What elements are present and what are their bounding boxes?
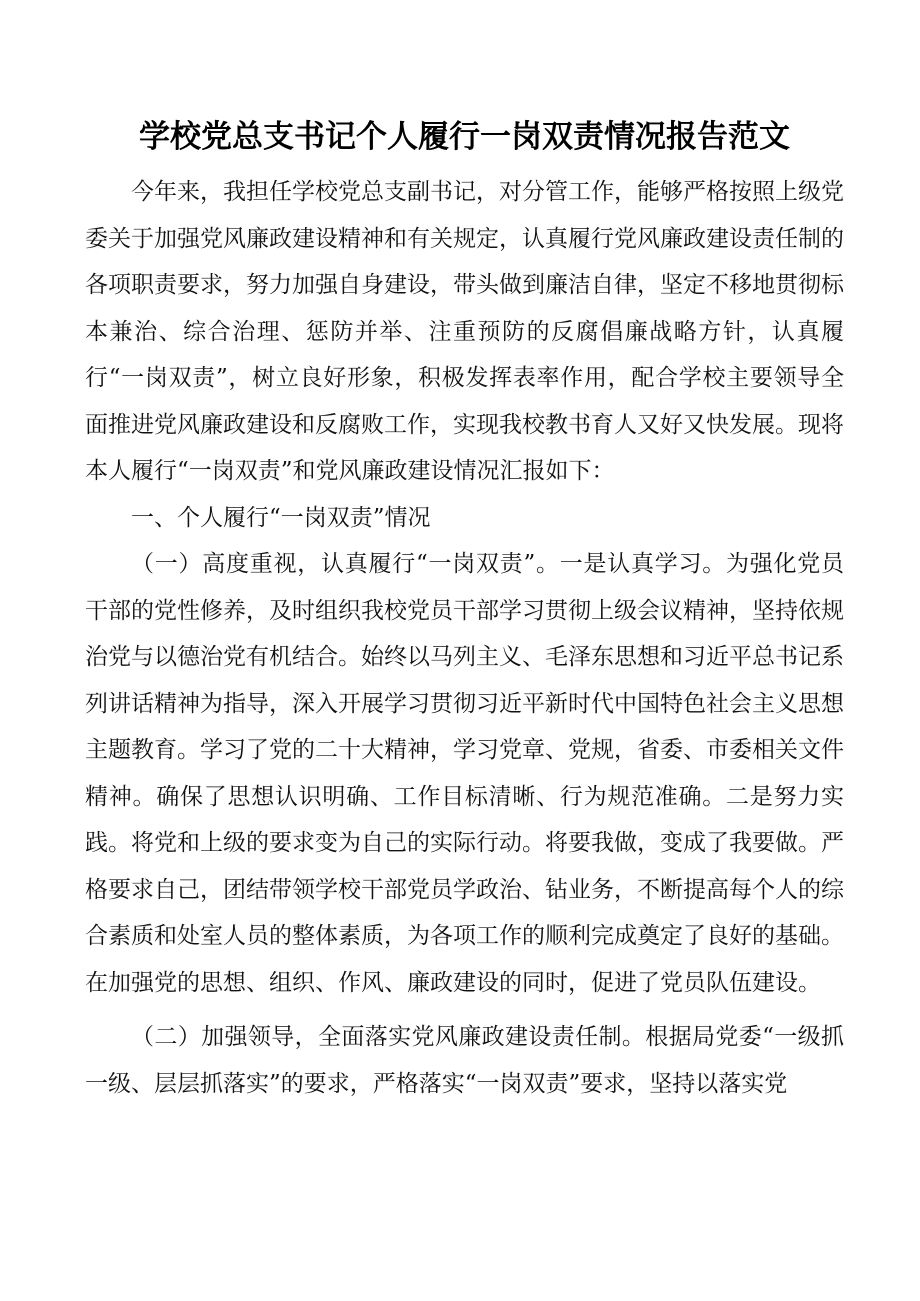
document-body [85, 169, 844, 1107]
intro-paragraph: 今年来，我担任学校党总支副书记，对分管工作，能够严格按照上级党委关于加强党风廉政建设精神和有关规定，认真履行党风廉政建设责任制的各项职责要求，努力加强自身建设，带头做到廉洁自律，坚定不移地贯彻标本兼治、综合治理、惩防并举、注重预防的反腐倡廉战略方针，认真履行“一岗双责”，树立良好形象，积极发挥表率作用，配合学校主要领导全面推进党风廉政建设和反腐败工作，实现我校教书育人又好又快发展。现将本人履行“一岗双责”和党风廉政建设情况汇报如下： [85, 179, 844, 484]
subsection-2-paragraph: （二）加强领导，全面落实党风廉政建设责任制。根据局党委“一级抓一级、层层抓落实”的要求，严格落实“一岗双责”要求，坚持以落实党 [85, 1024, 844, 1097]
section-heading: 一、个人履行“一岗双责”情况 [131, 504, 431, 531]
document-title: 学校党总支书记个人履行一岗双责情况报告范文 [139, 119, 790, 155]
subsection-1-paragraph: （一）高度重视，认真履行“一岗双责”。一是认真学习。为强化党员干部的党性修养，及时组织我校党员干部学习贯彻上级会议精神，坚持依规治党与以德治党有机结合。始终以马列主义、毛泽东思想和习近平总书记系列讲话精神为指导，深入开展学习贯彻习近平新时代中国特色社会主义思想主题教育。学习了党的二十大精神，学习党章、党规，省委、市委相关文件精神。确保了思想认识明确、工作目标清晰、行为规范准确。二是努力实践。将党和上级的要求变为自己的实际行动。将要我做，变成了我要做。严格要求自己，团结带领学校干部党员学政治、钻业务，不断提高每个人的综合素质和处室人员的整体素质，为各项工作的顺利完成奠定了良好的基础。在加强党的思想、组织、作风、廉政建设的同时，促进了党员队伍建设。 [85, 551, 844, 996]
